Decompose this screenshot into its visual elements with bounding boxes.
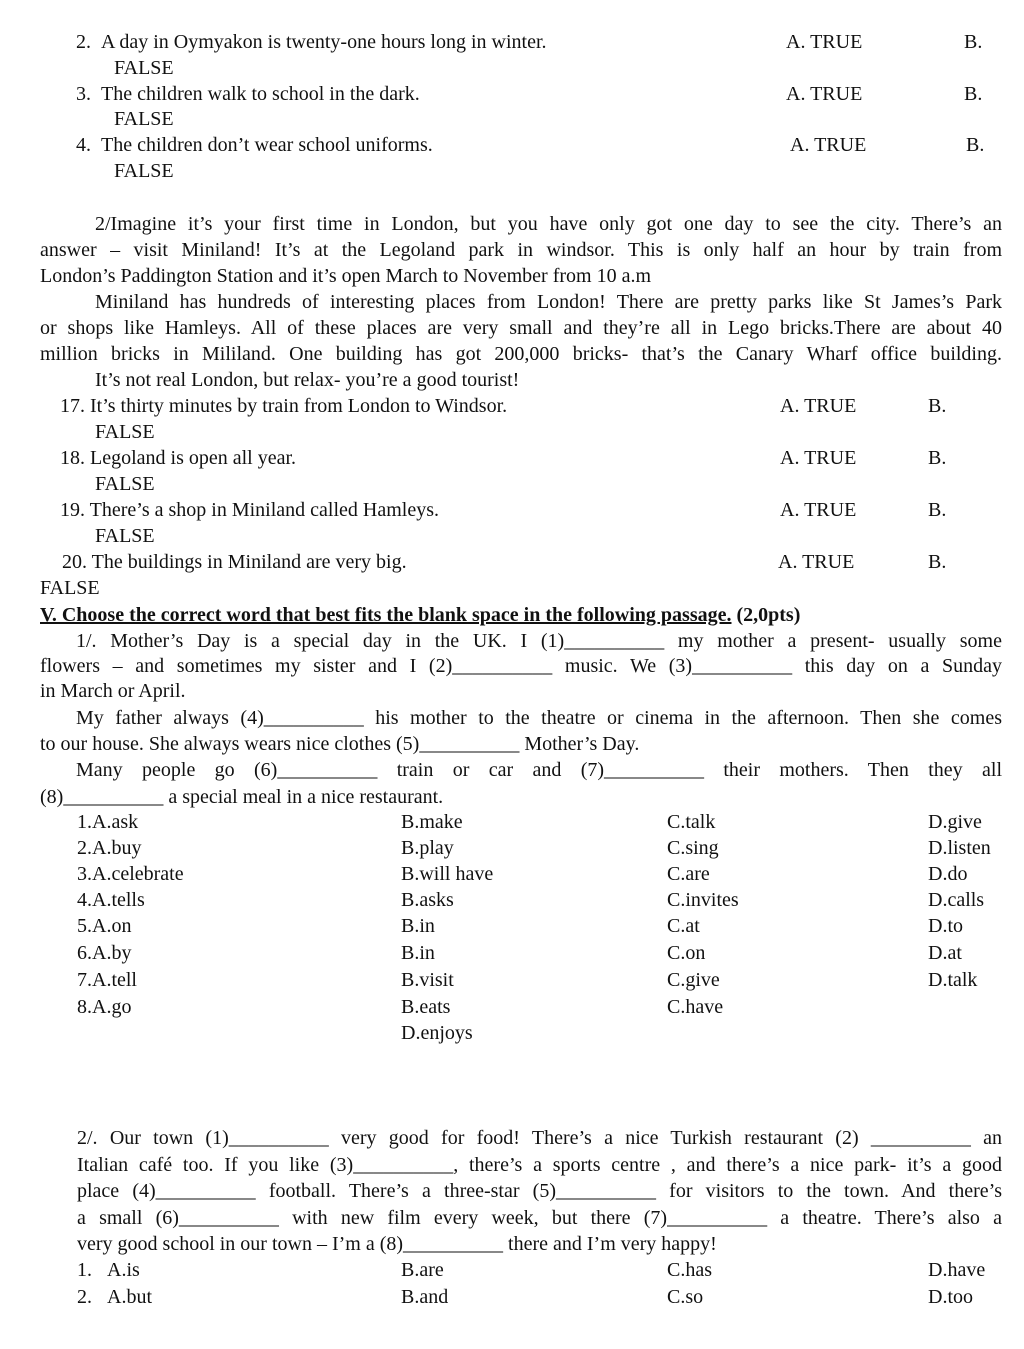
option-q8-b: B.eats (401, 996, 451, 1018)
option2-q1-c: C.has (667, 1259, 712, 1281)
option-q2-c: C.sing (667, 837, 719, 859)
passage-line: My father always (4)__________ his mother to the theatre or cinema in the afternoon. Then she comes (76, 707, 1002, 729)
option-q8-a: 8.A.go (77, 996, 132, 1018)
passage-line: London’s Paddington Station and it’s open March to November from 10 a.m (40, 265, 652, 287)
question-18-option-a: A. TRUE (780, 447, 857, 469)
option-q2-b: B.play (401, 837, 454, 859)
option-q5-d: D.to (928, 915, 963, 937)
option-q6-d: D.at (928, 942, 962, 964)
question-18: 18. Legoland is open all year. (60, 447, 297, 469)
question-20-option-b: B. (928, 551, 947, 573)
option-q5-a: 5.A.on (77, 915, 132, 937)
option2-q2-a: 2. A.but (77, 1286, 152, 1308)
question-3-false: FALSE (114, 108, 174, 130)
passage-line: answer – visit Miniland! It’s at the Legoland park in windsor. This is only half an hour by train from (40, 239, 1002, 261)
question-17: 17. It’s thirty minutes by train from London to Windsor. (60, 395, 508, 417)
option-q1-c: C.talk (667, 811, 716, 833)
option-q8-c: C.have (667, 996, 724, 1018)
question-4-false: FALSE (114, 160, 174, 182)
option-q3-a: 3.A.celebrate (77, 863, 184, 885)
section-heading (40, 602, 800, 628)
passage-line: flowers – and sometimes my sister and I (2)__________ music. We (3)__________ this day on a Sunday (40, 655, 1002, 677)
question-3: 3. The children walk to school in the dark. (76, 83, 420, 105)
option-q2-d: D.listen (928, 837, 991, 859)
passage-line: to our house. She always wears nice clothes (5)__________ Mother’s Day. (40, 733, 640, 755)
question-3-option-a: A. TRUE (786, 83, 863, 105)
option2-q2-b: B.and (401, 1286, 449, 1308)
question-4-option-a: A. TRUE (790, 134, 867, 156)
section-heading-text: V. Choose the correct word that best fits the blank space in the following passage. (40, 604, 732, 626)
option-q6-a: 6.A.by (77, 942, 132, 964)
option2-q2-d: D.too (928, 1286, 973, 1308)
option-q5-c: C.at (667, 915, 700, 937)
question-4: 4. The children don’t wear school uniforms. (76, 134, 433, 156)
question-2-false: FALSE (114, 57, 174, 79)
passage-line: or shops like Hamleys. All of these places are very small and they’re all in Lego bricks.There are about 40 (40, 317, 1002, 339)
option-q7-a: 7.A.tell (77, 969, 137, 991)
option-q4-a: 4.A.tells (77, 889, 145, 911)
question-18-false: FALSE (95, 473, 155, 495)
option-q6-b: B.in (401, 942, 435, 964)
option-q7-c: C.give (667, 969, 720, 991)
passage-line: It’s not real London, but relax- you’re a good tourist! (95, 369, 520, 391)
option-q6-c: C.on (667, 942, 706, 964)
option-q7-d: D.talk (928, 969, 978, 991)
option-q2-a: 2.A.buy (77, 837, 142, 859)
question-18-option-b: B. (928, 447, 947, 469)
passage-line: Many people go (6)__________ train or car and (7)__________ their mothers. Then they all (76, 759, 1002, 781)
passage-line: very good school in our town – I’m a (8)__________ there and I’m very happy! (77, 1233, 717, 1255)
option-q4-c: C.invites (667, 889, 739, 911)
passage-line: (8)__________ a special meal in a nice restaurant. (40, 786, 444, 808)
option-q5-b: B.in (401, 915, 435, 937)
passage-line: 2/. Our town (1)__________ very good for food! There’s a nice Turkish restaurant (2) __________ an (77, 1127, 1002, 1149)
passage-line: Italian café too. If you like (3)__________, there’s a sports centre , and there’s a nice park- it’s a good (77, 1154, 1002, 1176)
option-q3-d: D.do (928, 863, 968, 885)
option2-q2-c: C.so (667, 1286, 704, 1308)
question-3-option-b: B. (964, 83, 983, 105)
option-q4-b: B.asks (401, 889, 454, 911)
question-17-false: FALSE (95, 421, 155, 443)
option-q4-d: D.calls (928, 889, 985, 911)
passage-line: a small (6)__________ with new film every week, but there (7)__________ a theatre. There’s also a (77, 1207, 1002, 1229)
option-q1-b: B.make (401, 811, 463, 833)
option2-q1-a: 1. A.is (77, 1259, 140, 1281)
question-17-option-a: A. TRUE (780, 395, 857, 417)
question-2-option-a: A. TRUE (786, 31, 863, 53)
question-2: 2. A day in Oymyakon is twenty-one hours long in winter. (76, 31, 547, 53)
question-19-false: FALSE (95, 525, 155, 547)
passage-line: million bricks in Mililand. One building has got 200,000 bricks- that’s the Canary Wharf office building. (40, 343, 1002, 365)
option2-q1-b: B.are (401, 1259, 444, 1281)
passage-line: place (4)__________ football. There’s a three-star (5)__________ for visitors to the town. And there’s (77, 1180, 1002, 1202)
question-17-option-b: B. (928, 395, 947, 417)
question-4-option-b: B. (966, 134, 985, 156)
passage-line: 2/Imagine it’s your first time in London, but you have only got one day to see the city. There’s an (95, 213, 1002, 235)
question-20: 20. The buildings in Miniland are very big. (62, 551, 407, 573)
question-20-false: FALSE (40, 577, 100, 599)
question-19-option-a: A. TRUE (780, 499, 857, 521)
passage-line: Miniland has hundreds of interesting places from London! There are pretty parks like St James’s Park (95, 291, 1002, 313)
passage-line: 1/. Mother’s Day is a special day in the UK. I (1)__________ my mother a present- usually some (76, 630, 1002, 652)
passage-line: in March or April. (40, 680, 186, 702)
section-points: (2,0pts) (731, 604, 801, 626)
question-20-option-a: A. TRUE (778, 551, 855, 573)
option-8-d: D.enjoys (401, 1022, 473, 1044)
question-2-option-b: B. (964, 31, 983, 53)
option2-q1-d: D.have (928, 1259, 986, 1281)
option-q1-d: D.give (928, 811, 982, 833)
question-19: 19. There’s a shop in Miniland called Hamleys. (60, 499, 439, 521)
option-q3-c: C.are (667, 863, 710, 885)
option-q3-b: B.will have (401, 863, 494, 885)
question-19-option-b: B. (928, 499, 947, 521)
option-q1-a: 1.A.ask (77, 811, 139, 833)
option-q7-b: B.visit (401, 969, 454, 991)
